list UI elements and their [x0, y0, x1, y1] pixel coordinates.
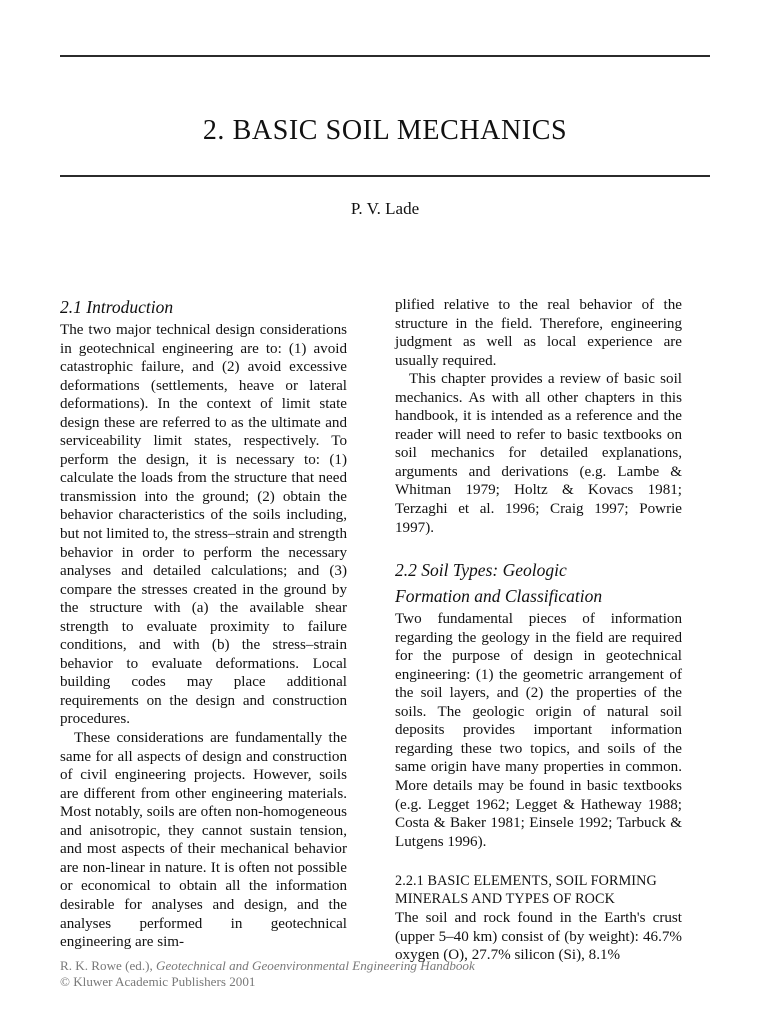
paragraph: The soil and rock found in the Earth's crust (upper 5–40 km) consist of (by weight): 46.7% oxygen (O), 27.7% silicon (Si), 8.1% [395, 910, 682, 964]
subsection-spacer [395, 851, 682, 873]
footer-editor-prefix: R. K. Rowe (ed.), [60, 958, 157, 973]
section-heading-2-2-line1: 2.2 Soil Types: Geologic [395, 560, 567, 581]
header-rule-bottom [60, 175, 710, 177]
section-heading-2-1: 2.1 Introduction [60, 297, 174, 317]
column-left [60, 296, 347, 956]
body-columns [60, 296, 710, 964]
page-title: 2. BASIC SOIL MECHANICS [202, 114, 568, 146]
page-footer [60, 958, 710, 991]
column-right [395, 296, 682, 964]
footer-copyright-line: © Kluwer Academic Publishers 2001 [60, 974, 256, 990]
paragraph: plified relative to the real behavior of the structure in the field. Therefore, engineering judgment as well as local experience are usually required. [395, 297, 682, 369]
paragraph: These considerations are fundamentally the same for all aspects of design and construction of civil engineering projects. However, soils are different from other engineering materials. Most notably, soils are often non-homogeneous and anisotropic, they cannot sustain tension, and most aspects of their mechanical behavior are non-linear in nature. It is often not possible or economical to obtain all the information desirable for analyses and design, and the analyses performed in geotechnical engineering are sim- [60, 730, 347, 951]
subsection-heading-2-2-1-line1: 2.2.1 BASIC ELEMENTS, SOIL FORMING [395, 873, 657, 890]
header-rule-top [60, 55, 710, 57]
footer-editor-line [60, 958, 710, 974]
paragraph: The two major technical design considerations in geotechnical engineering are to: (1) avoid catastrophic failure, and (2) avoid excessive deformations (settlements, heave or lateral deformations). In the context of limit state design these are referred to as the ultimate and serviceability limit states, respectively. To perform the design, it is necessary to: (1) calculate the loads from the structure that need transmission into the ground; (2) obtain the behavior characteristics of the soils including, but not limited to, the stress–strain and strength behavior in order to perform the necessary analyses and detailed calculations; and (3) compare the stresses created in the ground by the structure with (a) the available shear strength to evaluate proximity to failure conditions, and with (b) the stress–strain behavior to evaluate deformations. Local building codes may place additional requirements on the design and construction procedures. [60, 322, 347, 728]
section-spacer [395, 537, 682, 559]
author-name: P. V. Lade [350, 199, 420, 218]
section-heading-2-2-line2: Formation and Classification [395, 586, 603, 607]
paragraph: Two fundamental pieces of information regarding the geology in the field are required for the purpose of design in geotechnical engineering: (1) the geometric arrangement of the soil layers, and (2) the properties of the soils. The geologic origin of natural soil deposits provides important information regarding these two topics, and soils of the same origin have many properties in common. More details may be found in basic textbooks (e.g. Legget 1962; Legget & Hatheway 1988; Costa & Baker 1981; Einsele 1992; Tarbuck & Lutgens 1996). [395, 611, 682, 850]
footer-handbook-title: Geotechnical and Geoenvironmental Engineering Handbook [156, 958, 475, 973]
subsection-heading-2-2-1-line2: MINERALS AND TYPES OF ROCK [395, 891, 615, 908]
paragraph: This chapter provides a review of basic soil mechanics. As with all other chapters in this handbook, it is intended as a reference and the reader will need to refer to basic textbooks on soil mechanics for detailed explanations, arguments and derivations (e.g. Lambe & Whitman 1979; Holtz & Kovacs 1981; Terzaghi et al. 1996; Craig 1997; Powrie 1997). [395, 371, 682, 536]
